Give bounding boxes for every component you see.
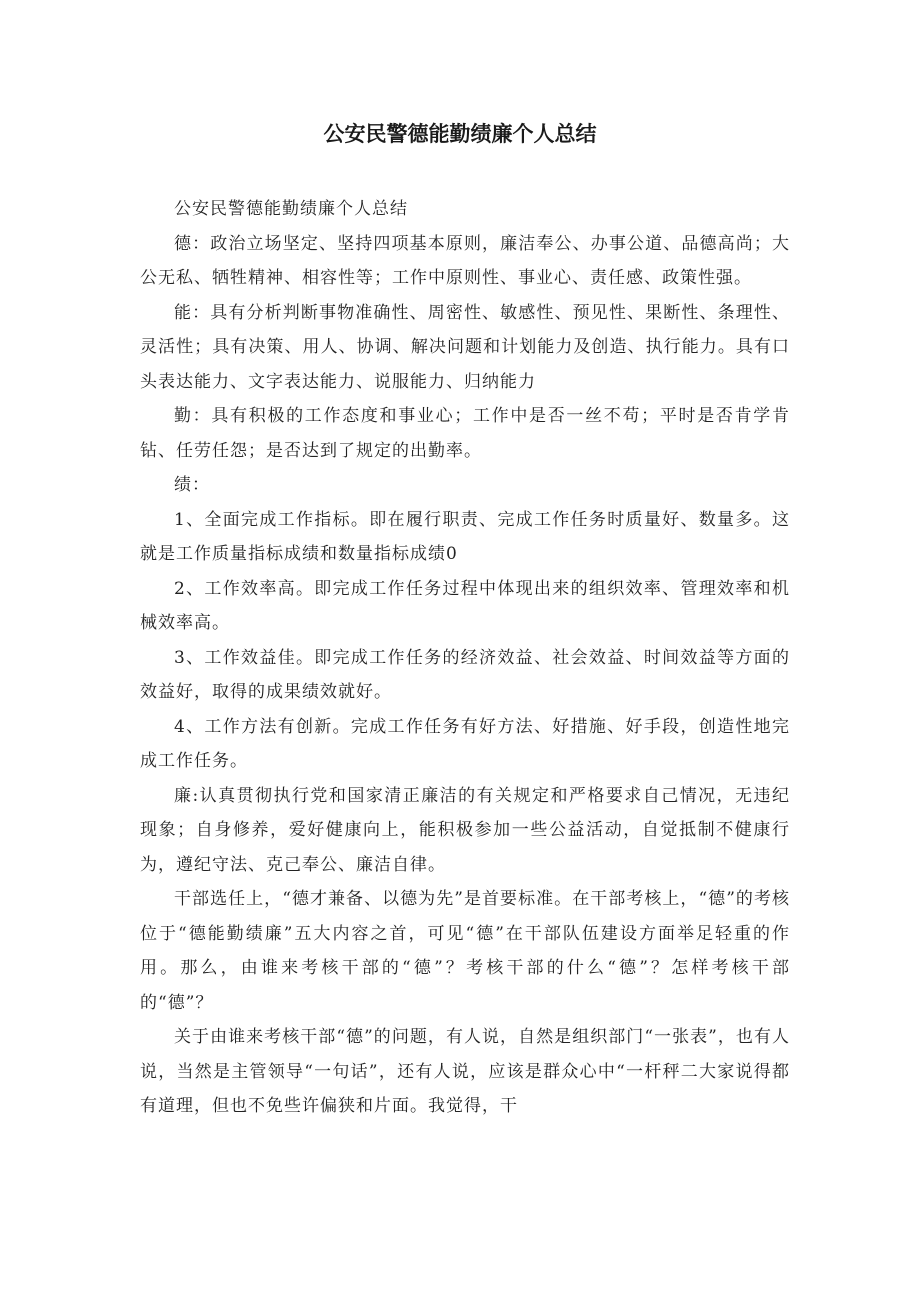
paragraph-ji-item-2: 2、工作效率高。即完成工作任务过程中体现出来的组织效率、管理效率和机械效率高。 [140,578,790,633]
paragraph-ji-heading: 绩： [174,475,210,495]
paragraph-who-assesses: 关于由谁来考核干部“德”的问题，有人说，自然是组织部门“一张表”，也有人说，当然是主管领导“一句话”，还有人说，应该是群众心中“一杆秤二大家说得都有道理，但也不免些许偏狭和片面。我觉得，干 [140,1027,790,1116]
paragraph-de: 德：政治立场坚定、坚持四项基本原则，廉洁奉公、办事公道、品德高尚；大公无私、牺牲精神、相容性等；工作中原则性、事业心、责任感、政策性强。 [140,233,790,288]
paragraph-neng: 能：具有分析判断事物准确性、周密性、敏感性、预见性、果断性、条理性、灵活性；具有决策、用人、协调、解决问题和计划能力及创造、执行能力。具有口头表达能力、文字表达能力、说服能力、归纳能力 [140,302,790,392]
document-body [140,192,790,1124]
paragraph-qin: 勤：具有积极的工作态度和事业心；工作中是否一丝不苟；平时是否肯学肯钻、任劳任怨；是否达到了规定的出勤率。 [140,406,790,461]
paragraph-cadre-selection: 干部选任上，“德才兼备、以德为先”是首要标准。在干部考核上，“德”的考核位于“德能勤绩廉”五大内容之首，可见“德”在干部队伍建设方面举足轻重的作用。那么，由谁来考核干部的“德”？考核干部的什么“德”？怎样考核干部的“德”？ [140,889,790,1013]
paragraph-ji-item-1: 1、全面完成工作指标。即在履行职责、完成工作任务时质量好、数量多。这就是工作质量指标成绩和数量指标成绩0 [140,509,790,564]
paragraph-lian: 廉:认真贯彻执行党和国家清正廉洁的有关规定和严格要求自己情况，无违纪现象；自身修养，爱好健康向上，能积极参加一些公益活动，自觉抵制不健康行为，遵纪守法、克己奉公、廉洁自律。 [140,785,790,875]
document-title: 公安民警德能勤绩廉个人总结 [323,122,597,146]
paragraph-ji-item-4: 4、工作方法有创新。完成工作任务有好方法、好措施、好手段，创造性地完成工作任务。 [140,716,790,771]
paragraph-subtitle: 公安民警德能勤绩廉个人总结 [174,199,408,219]
paragraph-ji-item-3: 3、工作效益佳。即完成工作任务的经济效益、社会效益、时间效益等方面的效益好，取得的成果绩效就好。 [140,647,790,702]
